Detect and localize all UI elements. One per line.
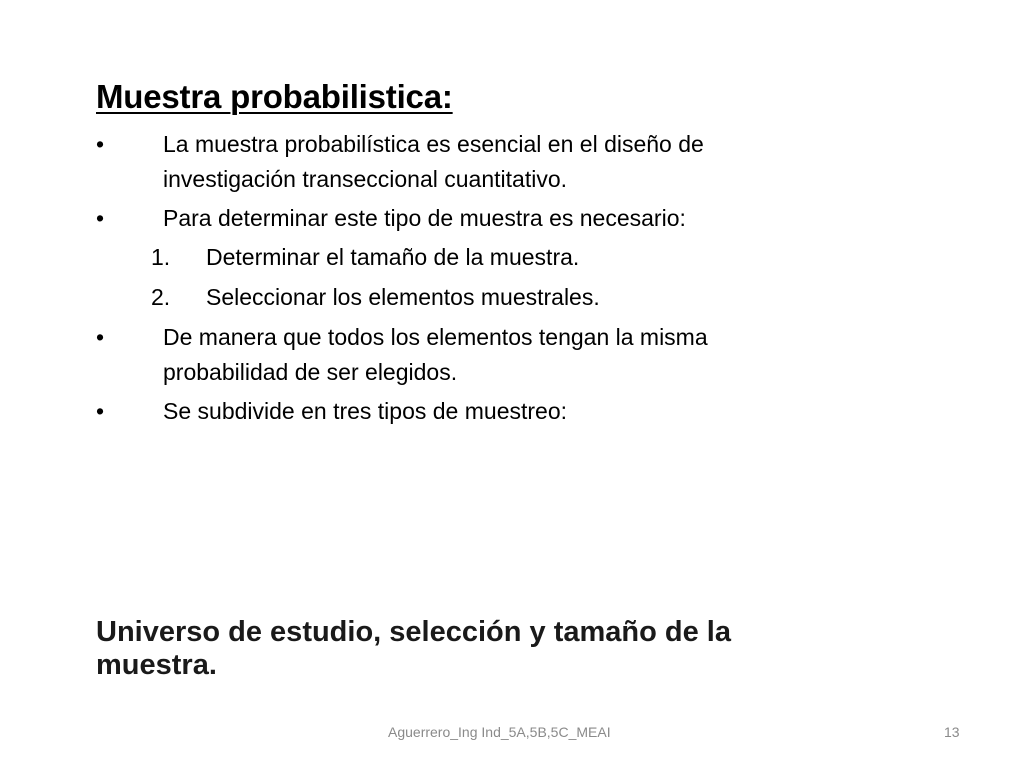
numbered-item bbox=[96, 240, 816, 275]
bullet-text: La muestra probabilística es esencial en el diseño de investigación transeccional cuantitativo. bbox=[163, 131, 704, 192]
number-marker: 2. bbox=[151, 284, 171, 310]
bullet-text: Se subdivide en tres tipos de muestreo: bbox=[163, 398, 568, 424]
numbered-text: Seleccionar los elementos muestrales. bbox=[206, 284, 600, 310]
bullet-item bbox=[96, 201, 816, 236]
bullet-marker: • bbox=[96, 324, 105, 350]
page-number: 13 bbox=[944, 724, 960, 740]
bullet-item bbox=[96, 320, 816, 390]
bullet-marker: • bbox=[96, 398, 105, 424]
numbered-text: Determinar el tamaño de la muestra. bbox=[206, 244, 580, 270]
bullet-marker: • bbox=[96, 205, 105, 231]
numbered-item bbox=[96, 280, 816, 315]
bullet-item bbox=[96, 127, 816, 197]
bullet-item bbox=[96, 394, 816, 429]
slide-title: Muestra probabilistica: bbox=[96, 78, 453, 115]
slide-subtitle: Universo de estudio, selección y tamaño de la muestra. bbox=[96, 616, 731, 681]
bullet-text: Para determinar este tipo de muestra es necesario: bbox=[163, 205, 686, 231]
bullet-text: De manera que todos los elementos tengan la misma probabilidad de ser elegidos. bbox=[163, 324, 708, 385]
bullet-marker: • bbox=[96, 131, 105, 157]
footer-text: Aguerrero_Ing Ind_5A,5B,5C_MEAI bbox=[388, 724, 611, 740]
bullet-list bbox=[96, 127, 816, 433]
number-marker: 1. bbox=[151, 244, 171, 270]
